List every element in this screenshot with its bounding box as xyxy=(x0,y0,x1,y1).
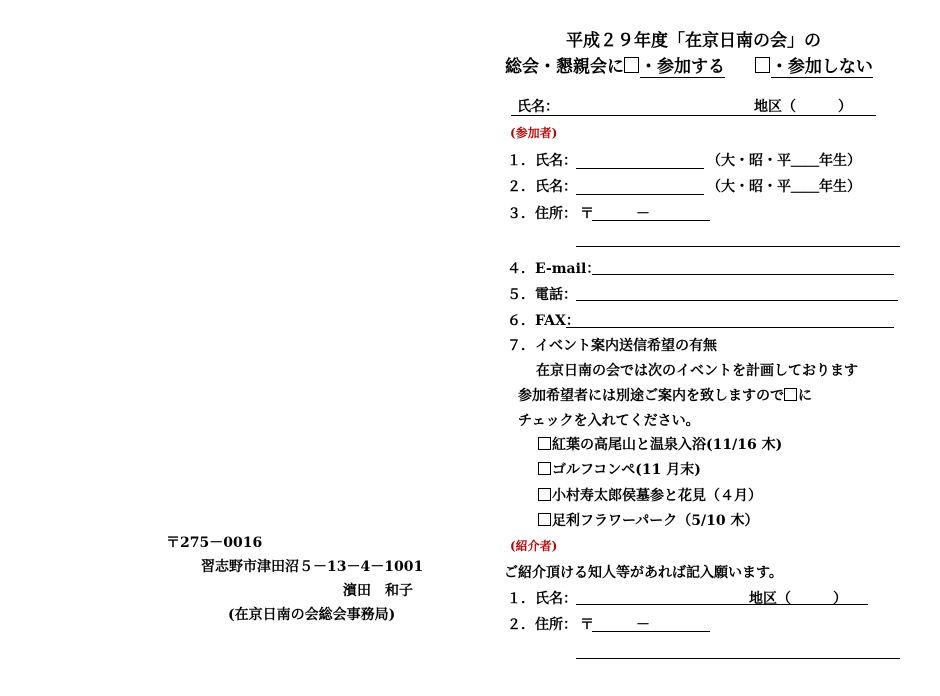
event-checkbox[interactable] xyxy=(538,488,551,501)
referral-district-label: 地区（ ） xyxy=(749,591,847,607)
address-label: ３．住所： xyxy=(507,206,577,222)
not-attend-checkbox[interactable] xyxy=(755,57,770,73)
event-label: ゴルフコンペ(11 月末) xyxy=(552,462,701,478)
phone-label: ５．電話： xyxy=(507,287,577,303)
event-label: 小村寿太郎侯墓参と花見（４月） xyxy=(552,488,762,504)
participant2-name-label: ２．氏名： xyxy=(507,179,577,195)
participant2-name-field[interactable] xyxy=(576,194,704,195)
referral-postal-field[interactable] xyxy=(592,631,710,632)
return-person-name: 濱田 和子 xyxy=(343,583,413,599)
participants-heading: (参加者) xyxy=(510,126,558,140)
participant1-name-field[interactable] xyxy=(576,168,704,169)
form-title-line1: 平成２９年度「在京日南の会」の xyxy=(566,31,821,51)
event-checkbox[interactable] xyxy=(538,462,551,475)
event-checkbox[interactable] xyxy=(538,513,551,526)
referral-postal-mark: 〒 － xyxy=(580,617,650,633)
form-title-line2 xyxy=(505,52,873,78)
attend-checkbox[interactable] xyxy=(624,57,639,73)
return-postal-code: 〒275－0016 xyxy=(166,535,263,551)
referral-intro: ご紹介頂ける知人等があれば記入願います。 xyxy=(504,565,783,581)
header-name-label: 氏名： xyxy=(517,99,559,115)
participant1-name-label: １．氏名： xyxy=(507,153,577,169)
events-intro-line1: 在京日南の会では次のイベントを計画しております xyxy=(536,363,858,379)
events-heading: ７．イベント案内送信希望の有無 xyxy=(507,338,717,354)
event-item xyxy=(538,434,782,454)
fax-field[interactable] xyxy=(566,327,894,328)
event-item xyxy=(538,485,762,505)
events-intro-line2-text: 参加希望者には別途ご案内を致しますので xyxy=(518,388,784,404)
event-label: 足利フラワーパーク（5/10 木） xyxy=(552,513,759,529)
events-intro-line2 xyxy=(518,385,812,405)
phone-field[interactable] xyxy=(576,300,898,301)
postal-code-field[interactable] xyxy=(592,220,710,221)
events-intro-line2-suffix: に xyxy=(798,388,812,404)
referral-address-label: ２．住所： xyxy=(507,617,577,633)
not-attend-option-label: ・参加しない xyxy=(771,52,873,78)
referral-address-field[interactable] xyxy=(576,658,900,659)
address-field[interactable] xyxy=(576,246,900,247)
participant2-birth-era: （大・昭・平＿＿年生） xyxy=(707,179,861,195)
event-item xyxy=(538,510,759,530)
referral-heading: (紹介者) xyxy=(510,539,558,553)
email-field[interactable] xyxy=(592,274,894,275)
event-checkbox[interactable] xyxy=(538,437,551,450)
return-street-address: 習志野市津田沼５－13－4－1001 xyxy=(201,559,424,575)
form-title-prefix: 総会・懇親会に xyxy=(505,57,624,77)
event-item xyxy=(538,459,701,479)
postal-mark: 〒 － xyxy=(580,206,650,222)
attend-option-label: ・参加する xyxy=(640,52,725,78)
header-name-field[interactable] xyxy=(511,115,876,116)
participant1-birth-era: （大・昭・平＿＿年生） xyxy=(707,153,861,169)
checkbox-sample-icon xyxy=(784,388,797,401)
events-intro-line3: チェックを入れてください。 xyxy=(518,413,700,429)
header-district-label: 地区（ ） xyxy=(754,99,852,115)
return-office-name: (在京日南の会総会事務局) xyxy=(228,607,396,623)
email-label: ４．E-mail： xyxy=(507,261,601,277)
referral-name-label: １．氏名： xyxy=(507,591,577,607)
event-label: 紅葉の高尾山と温泉入浴(11/16 木) xyxy=(552,437,783,453)
fax-label: ６．FAX： xyxy=(507,313,580,329)
